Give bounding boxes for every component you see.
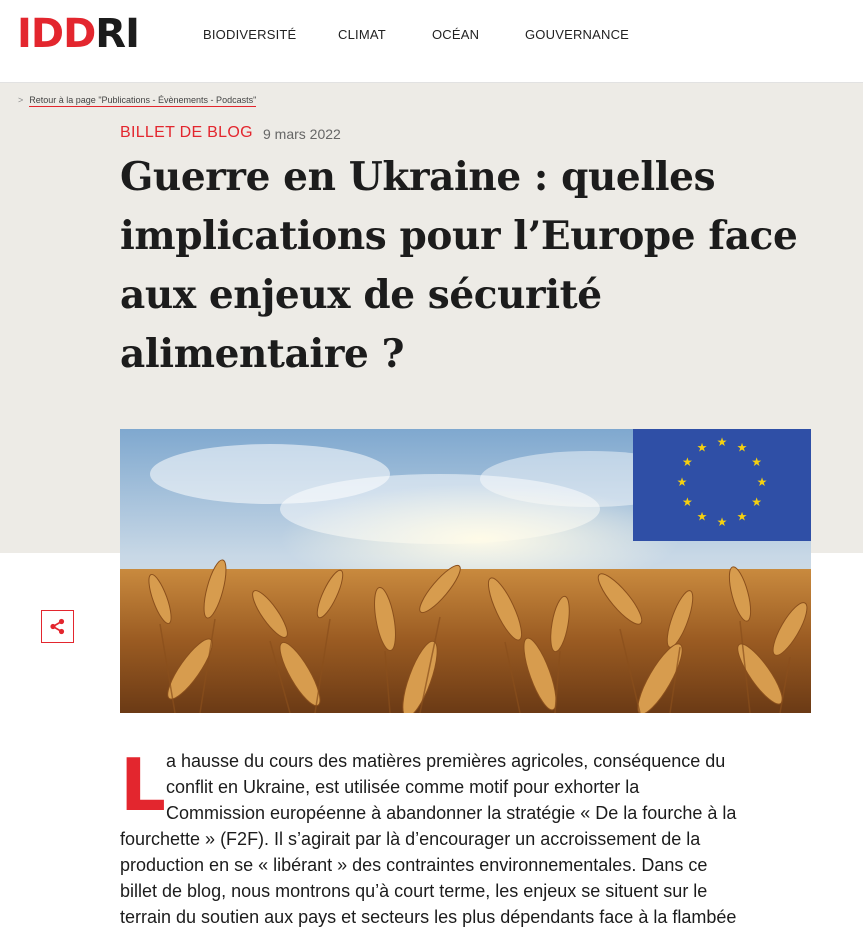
drop-cap: L [120,743,166,827]
intro-line: terrain du soutien aux pays et secteurs les plus dépendants face à la flambée [120,907,737,927]
share-icon [49,618,66,635]
iddri-logo[interactable] [17,11,139,57]
nav-item-climat[interactable]: CLIMAT [338,27,386,42]
wheat-field-illustration [120,429,811,713]
eu-star-icon: ★ [736,509,748,524]
article-intro [120,743,760,930]
breadcrumb [18,95,256,105]
eu-star-icon: ★ [716,435,728,449]
intro-line: a hausse du cours des matières premières agricoles, conséquence du [166,751,726,771]
share-button[interactable] [41,610,74,643]
breadcrumb-back-link[interactable]: Retour à la page "Publications - Évènements - Podcasts" [29,95,257,105]
breadcrumb-chevron-icon: > [18,95,24,105]
eu-star-icon: ★ [681,495,693,509]
intro-line: fourchette » (F2F). Il s’agirait par là d’encourager un accroissement de la [120,829,701,849]
eu-star-icon: ★ [676,475,688,489]
article-category[interactable]: BILLET DE BLOG [120,124,253,141]
logo-part-red: IDD [17,11,96,57]
site-header [0,0,863,83]
eu-star-icon: ★ [681,455,693,469]
intro-line: production en se « libérant » des contraintes environnementales. Dans ce [120,855,708,875]
intro-line: conflit en Ukraine, est utilisée comme motif pour exhorter la [166,777,640,797]
article-date: 9 mars 2022 [263,126,341,142]
intro-line: Commission européenne à abandonner la stratégie « De la fourche à la [166,803,737,823]
eu-star-icon: ★ [756,475,768,489]
nav-item-gouvernance[interactable]: GOUVERNANCE [525,27,630,42]
eu-star-icon: ★ [696,509,708,524]
logo-part-dark: RI [95,11,139,57]
eu-star-icon: ★ [736,440,748,455]
hero-image [120,429,811,713]
eu-star-icon: ★ [716,515,728,529]
page-title: Guerre en Ukraine : quelles implications pour l’Europe face aux enjeux de sécurité alimentaire ? [120,154,798,377]
nav-item-ocean[interactable]: OCÉAN [432,27,480,42]
eu-star-icon: ★ [751,455,763,469]
nav-item-biodiversite[interactable]: BIODIVERSITÉ [203,27,297,42]
eu-star-icon: ★ [751,495,763,509]
eu-star-icon: ★ [696,440,708,455]
intro-line: billet de blog, nous montrons qu’à court terme, les enjeux se situent sur le [120,881,708,901]
